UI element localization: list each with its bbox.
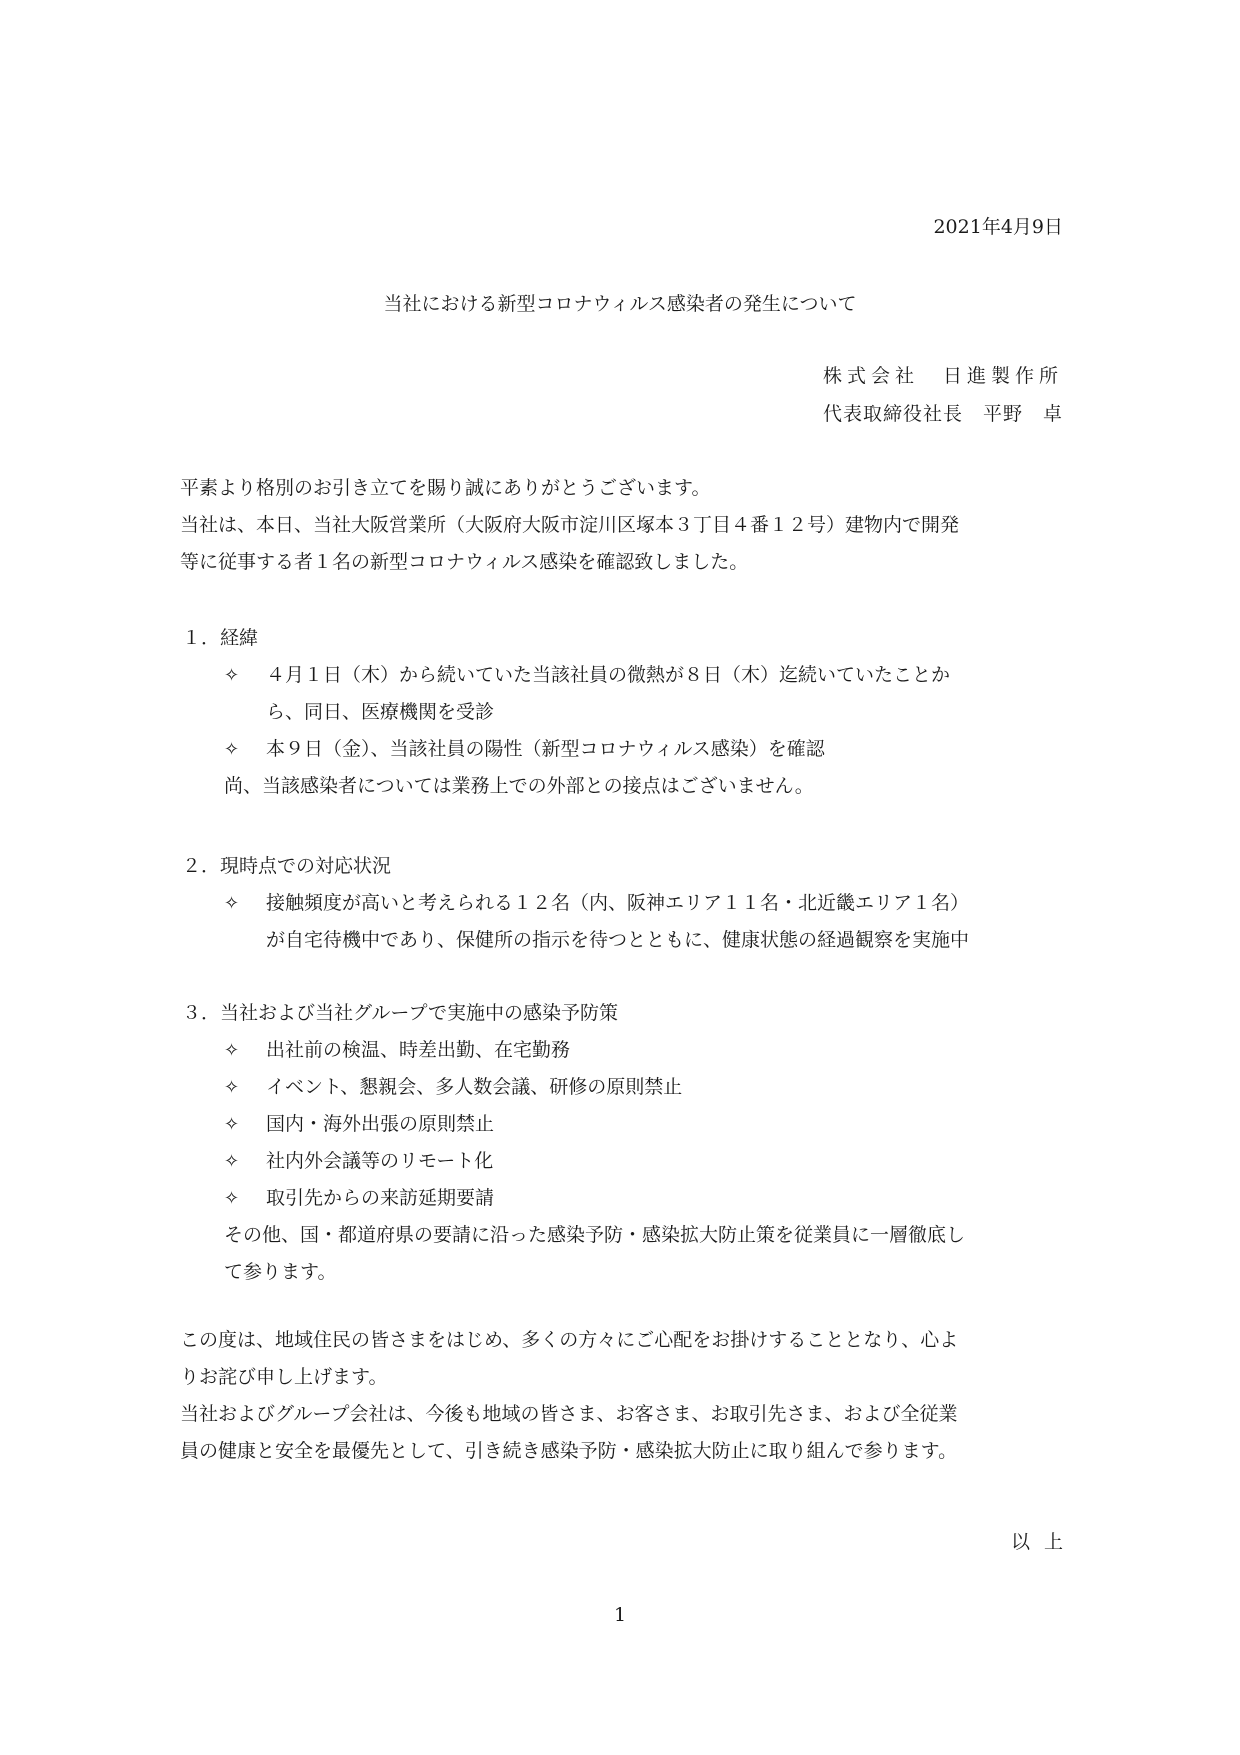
document-title: 当社における新型コロナウィルス感染者の発生について xyxy=(383,293,857,315)
intro-line: 等に従事する者１名の新型コロナウィルス感染を確認致しました。 xyxy=(180,551,749,573)
sparkle-bullet-icon: ✧ xyxy=(224,1188,240,1209)
sparkle-bullet-icon: ✧ xyxy=(224,1077,240,1098)
intro-line: 当社は、本日、当社大阪営業所（大阪府大阪市淀川区塚本３丁目４番１２号）建物内で開発 xyxy=(180,514,960,536)
closing-line: この度は、地域住民の皆さまをはじめ、多くの方々にご心配をお掛けすることとなり、心よ xyxy=(180,1329,959,1351)
section-note: 尚、当該感染者については業務上での外部との接点はございません。 xyxy=(224,775,814,797)
closing-line: りお詫び申し上げます。 xyxy=(180,1366,388,1388)
list-item-text: 接触頻度が高いと考えられる１２名（内、阪神エリア１１名・北近畿エリア１名） xyxy=(266,892,970,914)
closing-line: 当社およびグループ会社は、今後も地域の皆さま、お客さま、お取引先さま、および全従業 xyxy=(180,1403,958,1425)
sparkle-bullet-icon: ✧ xyxy=(224,1151,240,1172)
section-note: て参ります。 xyxy=(224,1261,337,1283)
sparkle-bullet-icon: ✧ xyxy=(224,665,240,686)
list-item xyxy=(180,1032,1064,1069)
section-current-response xyxy=(180,848,1064,959)
list-item xyxy=(180,657,1064,694)
section-background xyxy=(180,620,1064,805)
sparkle-bullet-icon: ✧ xyxy=(224,739,240,760)
section-heading: ２．現時点での対応状況 xyxy=(182,855,392,877)
list-item-continuation: ら、同日、医療機関を受診 xyxy=(266,701,495,723)
list-item xyxy=(180,885,1064,922)
list-item-text: イベント、懇親会、多人数会議、研修の原則禁止 xyxy=(266,1076,683,1098)
intro-paragraph xyxy=(180,470,1064,581)
list-item-continuation: が自宅待機中であり、保健所の指示を待つとともに、健康状態の経過観察を実施中 xyxy=(266,929,970,951)
company-name: 株式会社 日進製作所 xyxy=(822,365,1063,387)
list-item-text: 国内・海外出張の原則禁止 xyxy=(266,1113,495,1135)
list-item-text: 本９日（金）、当該社員の陽性（新型コロナウィルス感染）を確認 xyxy=(266,738,825,760)
section-heading: ３．当社および当社グループで実施中の感染予防策 xyxy=(182,1002,619,1024)
end-mark: 以上 xyxy=(1010,1531,1077,1553)
intro-line: 平素より格別のお引き立てを賜り誠にありがとうございます。 xyxy=(180,477,711,499)
sparkle-bullet-icon: ✧ xyxy=(224,893,240,914)
list-item-text: 社内外会議等のリモート化 xyxy=(266,1150,494,1172)
page-number: 1 xyxy=(613,1604,627,1626)
representative-name: 代表取締役社長 平野 卓 xyxy=(822,403,1063,425)
closing-line: 員の健康と安全を最優先として、引き続き感染予防・感染拡大防止に取り組んで参ります。 xyxy=(180,1440,958,1462)
list-item-text: 取引先からの来訪延期要請 xyxy=(266,1187,495,1209)
sparkle-bullet-icon: ✧ xyxy=(224,1114,240,1135)
list-item xyxy=(180,1143,1064,1180)
list-item xyxy=(180,1106,1064,1143)
section-note: その他、国・都道府県の要請に沿った感染予防・感染拡大防止策を従業員に一層徹底し xyxy=(224,1224,966,1246)
document-date: 2021年4月9日 xyxy=(933,216,1063,238)
sparkle-bullet-icon: ✧ xyxy=(224,1040,240,1061)
section-prevention-measures xyxy=(180,995,1064,1291)
list-item xyxy=(180,1069,1064,1106)
list-item xyxy=(180,731,1064,768)
list-item-text: 出社前の検温、時差出勤、在宅勤務 xyxy=(266,1039,571,1061)
list-item xyxy=(180,1180,1064,1217)
list-item-text: ４月１日（木）から続いていた当該社員の微熱が８日（木）迄続いていたことか xyxy=(266,664,951,686)
section-heading: １．経緯 xyxy=(182,627,259,649)
closing-paragraph xyxy=(180,1322,1064,1470)
